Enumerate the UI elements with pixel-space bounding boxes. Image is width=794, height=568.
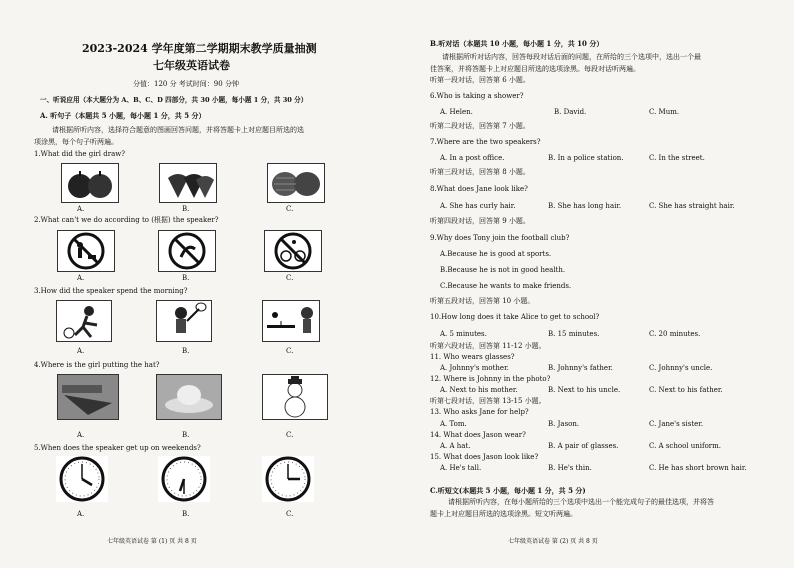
page-right	[400, 0, 794, 568]
option-a: A. He's tall.	[440, 464, 482, 472]
clock-c-picture	[262, 456, 314, 502]
option-b: B.Because he is not in good health.	[440, 266, 566, 274]
option-b-label: B.	[182, 205, 190, 213]
option-b-label: B.	[182, 431, 190, 439]
option-a-label: A.	[77, 510, 85, 518]
question-4: 4.Where is the girl putting the hat?	[34, 361, 160, 369]
instructions-line: 项涂黑，每个句子听两遍。	[34, 138, 118, 146]
option-c: C. He has short brown hair.	[649, 464, 747, 472]
exam-subtitle: 七年级英语试卷	[153, 59, 230, 72]
option-a: A. A hat.	[440, 442, 471, 450]
clock-a-picture	[56, 456, 108, 502]
option-c: C. She has straight hair.	[649, 202, 735, 210]
apples-picture	[61, 163, 119, 203]
question-2: 2.What can't we do according to (根据) the speaker?	[34, 216, 219, 224]
page-footer: 七年级英语试卷 第 (2) 页 共 8 页	[508, 538, 598, 545]
hat-on-floor-picture	[156, 374, 222, 420]
option-b: B. Next to his uncle.	[548, 386, 621, 394]
instructions-line: 佳答案，并将答题卡上对应题目所选的选项涂黑。每段对话听两遍。	[430, 65, 640, 73]
option-b: B. In a police station.	[548, 154, 624, 162]
listening-prompt: 听第七段对话，回答第 13-15 小题。	[430, 397, 546, 405]
option-c-label: C.	[286, 274, 294, 282]
no-picking-sign-picture	[158, 230, 216, 272]
listening-prompt: 听第三段对话，回答第 8 小题。	[430, 168, 530, 176]
strawberries-picture	[159, 163, 217, 203]
option-b-label: B.	[182, 274, 190, 282]
option-b: B. She has long hair.	[548, 202, 622, 210]
instructions-line: 题卡上对应题目所选的选项涂黑。短文听两遍。	[430, 510, 577, 518]
instructions-line: 请根据所听内容，选择符合题意的图画回答问题，并将答题卡上对应题目所选的选	[52, 126, 304, 134]
football-picture	[56, 300, 112, 342]
melons-picture	[267, 163, 325, 203]
badminton-picture	[156, 300, 212, 342]
option-c: C. Jane's sister.	[649, 420, 704, 428]
question-10: 10.How long does it take Alice to get to school?	[430, 313, 600, 321]
option-b: B. Jason.	[548, 420, 580, 428]
option-c: C. Mum.	[649, 108, 680, 116]
clock-b-picture	[158, 456, 210, 502]
question-6: 6.Who is taking a shower?	[430, 92, 524, 100]
instructions-line: 请根据所听内容，在每小题所给的三个选项中选出一个能完成句子的最佳选项，并将答	[448, 498, 714, 506]
option-b: B. David.	[554, 108, 587, 116]
option-c-label: C.	[286, 431, 294, 439]
option-c: C. In the street.	[649, 154, 705, 162]
option-a: A. Johnny's mother.	[440, 364, 509, 372]
option-c: C. Johnny's uncle.	[649, 364, 713, 372]
exam-meta: 分值：120 分 考试时间：90 分钟	[133, 80, 239, 88]
page-footer: 七年级英语试卷 第 (1) 页 共 8 页	[107, 538, 197, 545]
option-c: C. Next to his father.	[649, 386, 723, 394]
question-15: 15. What does Jason look like?	[430, 453, 539, 461]
option-a: A. She has curly hair.	[440, 202, 516, 210]
question-13: 13. Who asks Jane for help?	[430, 408, 529, 416]
option-c-label: C.	[286, 347, 294, 355]
section-heading: 一、听说应用（本大题分为 A、B、C、D 四部分，共 30 小题，每小题 1 分，共 30 分）	[40, 96, 308, 104]
question-5: 5.When does the speaker get up on weekends?	[34, 444, 201, 452]
option-c-label: C.	[286, 205, 294, 213]
no-cycling-sign-picture	[264, 230, 322, 272]
question-9: 9.Why does Tony join the football club?	[430, 234, 570, 242]
option-a: A. Helen.	[440, 108, 473, 116]
option-a: A. In a post office.	[440, 154, 505, 162]
listening-prompt: 听第四段对话，回答第 9 小题。	[430, 217, 530, 225]
listening-prompt: 听第五段对话，回答第 10 小题。	[430, 297, 535, 305]
option-a-label: A.	[77, 274, 85, 282]
option-a: A.Because he is good at sports.	[440, 250, 552, 258]
option-c-label: C.	[286, 510, 294, 518]
listening-prompt: 听第六段对话，回答第 11-12 小题。	[430, 342, 546, 350]
option-a-label: A.	[77, 431, 85, 439]
option-a-label: A.	[77, 347, 85, 355]
option-b: B. 15 minutes.	[548, 330, 600, 338]
table-tennis-picture	[262, 300, 320, 342]
option-c: C. A school uniform.	[649, 442, 722, 450]
option-b-label: B.	[182, 347, 190, 355]
option-c: C. 20 minutes.	[649, 330, 701, 338]
question-1: 1.What did the girl draw?	[34, 150, 125, 158]
part-c-heading: C.听短文(本题共 5 小题，每小题 1 分，共 5 分)	[430, 486, 586, 495]
option-b: B. He's thin.	[548, 464, 592, 472]
option-a-label: A.	[77, 205, 85, 213]
instructions-line: 请根据所听对话内容，回答每段对话后面的问题，在所给的三个选项中，选出一个最	[442, 53, 701, 61]
option-a: A. Tom.	[440, 420, 467, 428]
listening-prompt: 听第二段对话，回答第 7 小题。	[430, 122, 530, 130]
question-11: 11. Who wears glasses?	[430, 353, 515, 361]
option-c: C.Because he wants to make friends.	[440, 282, 572, 290]
option-a: A. Next to his mother.	[440, 386, 518, 394]
question-8: 8.What does Jane look like?	[430, 185, 528, 193]
exam-title: 2023-2024 学年度第二学期期末教学质量抽测	[82, 42, 317, 55]
option-b-label: B.	[182, 510, 190, 518]
question-12: 12. Where is Johnny in the photo?	[430, 375, 551, 383]
option-b: B. Johnny's father.	[548, 364, 613, 372]
option-b: B. A pair of glasses.	[548, 442, 619, 450]
question-14: 14. What does Jason wear?	[430, 431, 526, 439]
table-with-hat-picture	[57, 374, 119, 420]
part-b-heading: B.听对话（本题共 10 小题，每小题 1 分，共 10 分）	[430, 39, 604, 48]
part-a-heading: A. 听句子（本题共 5 小题，每小题 1 分，共 5 分）	[40, 111, 206, 120]
question-7: 7.Where are the two speakers?	[430, 138, 541, 146]
question-3: 3.How did the speaker spend the morning?	[34, 287, 188, 295]
option-a: A. 5 minutes.	[440, 330, 487, 338]
listening-prompt: 听第一段对话，回答第 6 小题。	[430, 76, 530, 84]
no-dogs-sign-picture	[57, 230, 115, 272]
snowman-picture	[262, 374, 328, 420]
